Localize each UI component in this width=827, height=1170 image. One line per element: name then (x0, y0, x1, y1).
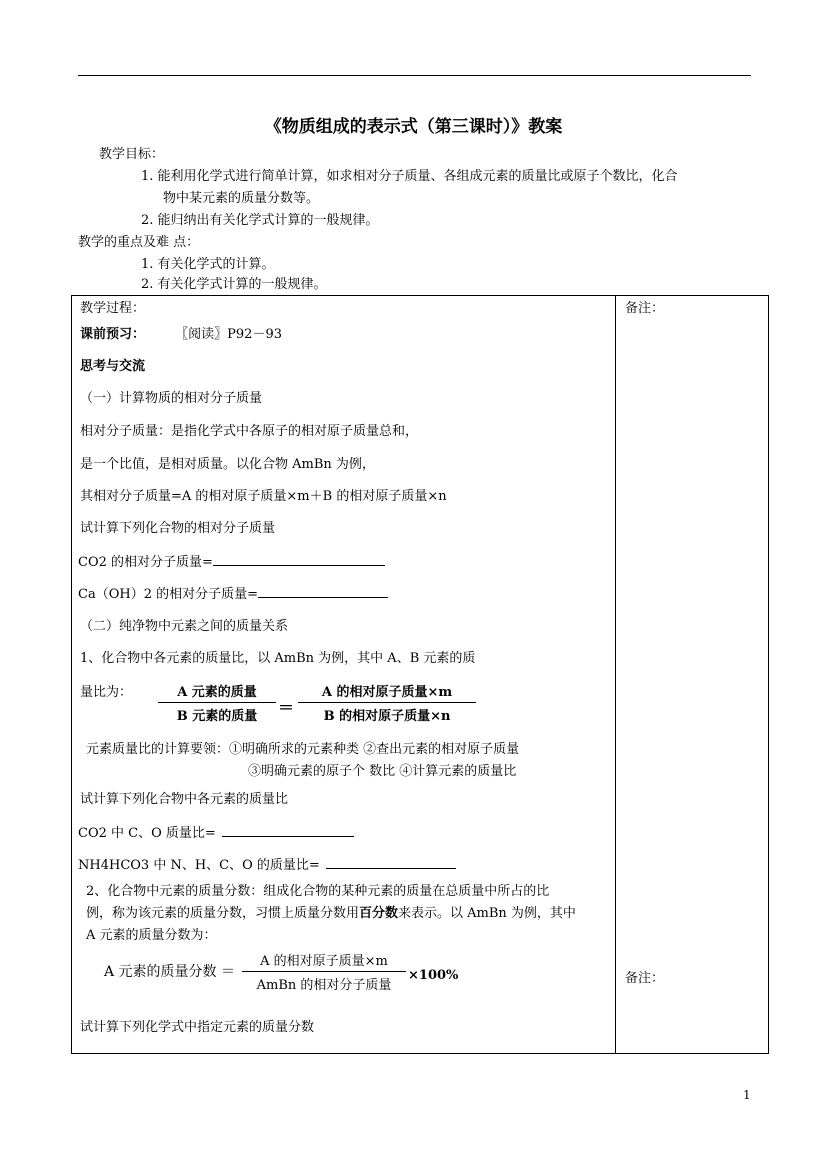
process-heading: 教学过程： (80, 301, 146, 316)
think-heading: 思考与交流 (80, 359, 146, 374)
ratio-fraction-left-denominator: B 元素的质量 (158, 702, 276, 724)
mass-fraction-numerator: A 的相对原子质量×m (260, 954, 388, 969)
co2-mass-line (78, 553, 385, 572)
key-point-1: 1. 有关化学式的计算。 (141, 257, 275, 272)
notes-label-top: 备注： (625, 301, 665, 316)
key-points-heading: 教学的重点及难 点： (78, 235, 200, 250)
section-1-formula: 其相对分子质量=A 的相对原子质量×m＋B 的相对原子质量×n (80, 489, 447, 504)
mass-fraction-denominator: AmBn 的相对分子质量 (242, 971, 406, 993)
mass-fraction-fraction (242, 950, 406, 993)
header-rule (78, 75, 751, 76)
nh4hco3-ratio-blank[interactable] (326, 856, 456, 869)
co2-ratio-line (78, 824, 354, 843)
ratio-fraction-right-denominator: B 的相对原子质量×n (298, 702, 476, 724)
fraction-intro-2-bold: 百分数 (359, 906, 399, 921)
fraction-intro-1: 2、化合物中元素的质量分数：组成化合物的某种元素的质量在总质量中所占的比 (86, 884, 550, 899)
caoh2-mass-line (78, 585, 388, 604)
notes-column-divider (615, 295, 616, 1054)
fraction-intro-3: A 元素的质量分数为： (86, 928, 217, 943)
goals-heading: 教学目标： (99, 147, 165, 162)
section-1-definition-1: 相对分子质量：是指化学式中各原子的相对原子质量总和， (80, 424, 419, 439)
ratio-try: 试计算下列化合物中各元素的质量比 (80, 792, 289, 807)
preview-line (80, 326, 282, 344)
co2-mass-label: CO2 的相对分子质量= (78, 555, 213, 570)
ratio-equals-sign: ＝ (278, 698, 295, 717)
ratio-intro-2: 量比为： (80, 685, 133, 700)
nh4hco3-ratio-line (78, 856, 456, 875)
section-1-heading: （一）计算物质的相对分子质量 (80, 391, 263, 406)
page-title: 《物质组成的表示式（第三课时）》教案 (264, 117, 563, 137)
mass-fraction-label: A 元素的质量分数 ＝ (104, 964, 236, 980)
preview-text: 〖阅读〗P92－93 (175, 327, 282, 342)
preview-label: 课前预习： (80, 327, 146, 342)
ratio-fraction-right (298, 681, 476, 724)
section-2-heading: （二）纯净物中元素之间的质量关系 (80, 619, 289, 634)
nh4hco3-ratio-label: NH4HCO3 中 N、H、C、O 的质量比= (78, 858, 320, 873)
goal-item-1-line-1: 1. 能利用化学式进行简单计算，如求相对分子质量、各组成元素的质量比或原子个数比，化合 (141, 169, 678, 184)
goal-item-1-line-2: 物中某元素的质量分数等。 (163, 191, 320, 206)
section-1-definition-2: 是一个比值，是相对质量。以化合物 AmBn 为例， (80, 457, 375, 472)
co2-mass-blank[interactable] (213, 553, 385, 566)
caoh2-mass-label: Ca（OH）2 的相对分子质量= (78, 587, 258, 602)
fraction-intro-2-c: 来表示。以 AmBn 为例，其中 (398, 906, 576, 921)
fraction-intro-2-a: 例，称为该元素的质量分数，习惯上质量分数用 (86, 906, 360, 921)
co2-ratio-blank[interactable] (222, 824, 354, 837)
steps-line-1: 元素质量比的计算要领：①明确所求的元素种类 ②查出元素的相对原子质量 (86, 742, 520, 757)
co2-ratio-label: CO2 中 C、O 质量比= (78, 826, 216, 841)
section-1-try: 试计算下列化合物的相对分子质量 (80, 521, 276, 536)
caoh2-mass-blank[interactable] (258, 585, 388, 598)
final-try: 试计算下列化学式中指定元素的质量分数 (80, 1020, 315, 1035)
steps-line-2: ③明确元素的原子个 数比 ④计算元素的质量比 (248, 764, 517, 779)
goal-item-2: 2. 能归纳出有关化学式计算的一般规律。 (141, 213, 379, 228)
ratio-fraction-right-numerator: A 的相对原子质量×m (321, 685, 453, 700)
page-number: 1 (743, 1088, 751, 1102)
notes-label-bottom: 备注： (625, 971, 665, 986)
ratio-intro-1: 1、化合物中各元素的质量比，以 AmBn 为例，其中 A、B 元素的质 (80, 651, 476, 666)
fraction-intro-2 (86, 905, 576, 923)
key-point-2: 2. 有关化学式计算的一般规律。 (141, 277, 327, 292)
mass-fraction-percent: ×100% (408, 968, 459, 983)
ratio-fraction-left-numerator: A 元素的质量 (177, 685, 257, 700)
ratio-fraction-left (158, 681, 276, 724)
